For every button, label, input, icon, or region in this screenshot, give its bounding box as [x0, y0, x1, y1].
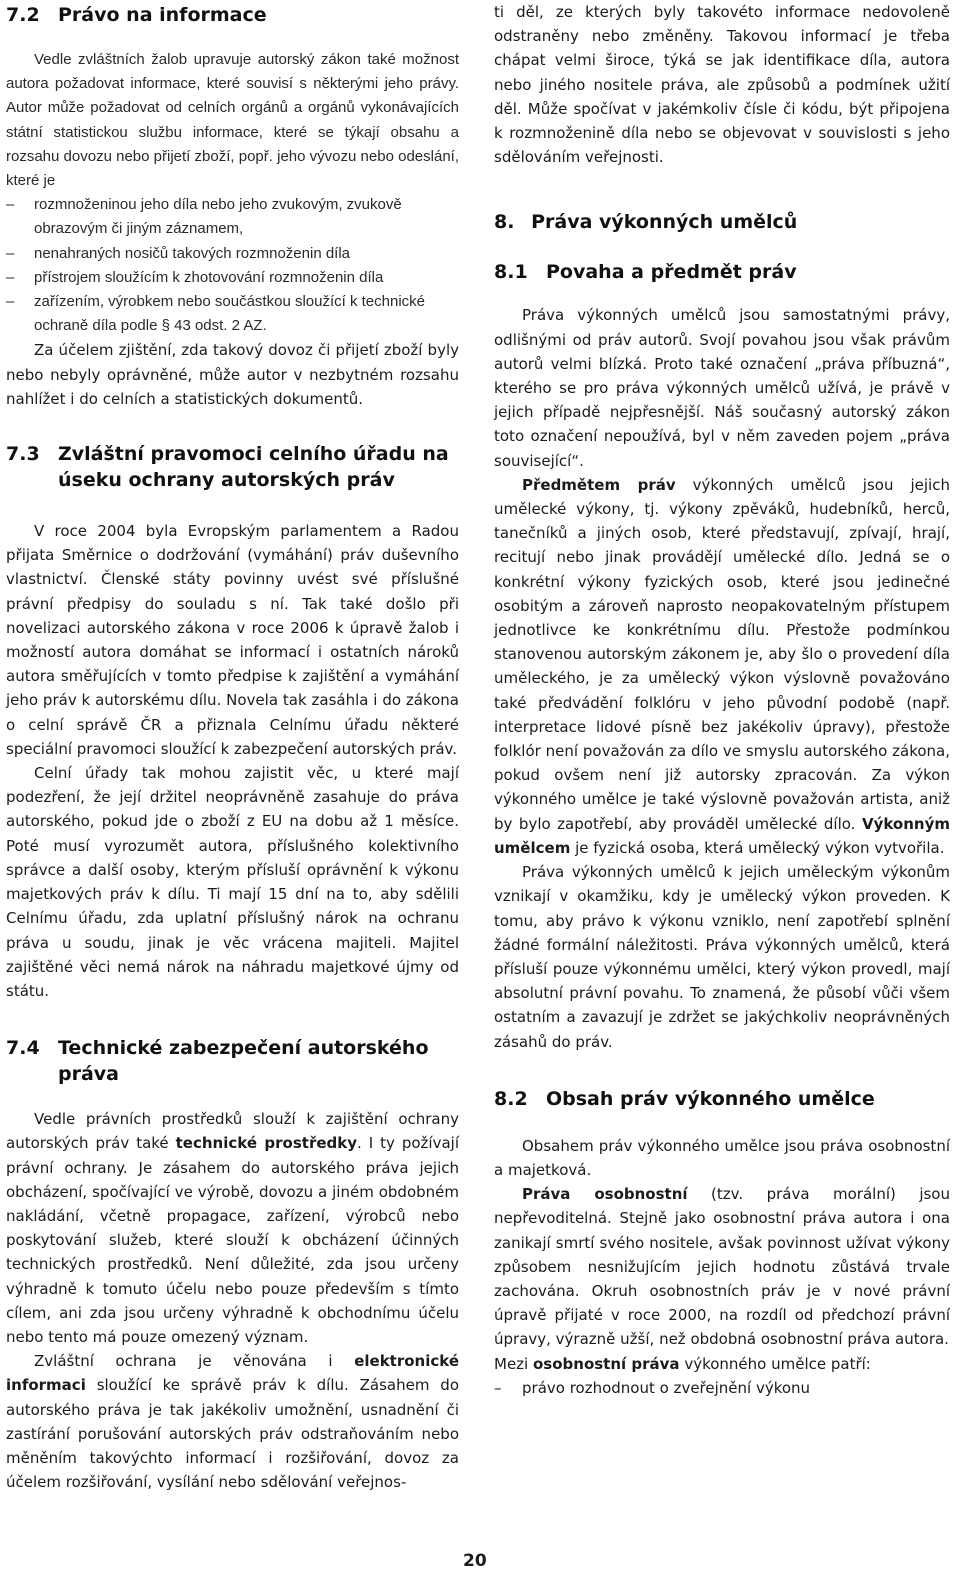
text-run: Zvláštní ochrana je věnována i — [34, 1352, 355, 1371]
bold-term: Výkonným umělcem — [494, 814, 950, 857]
list-item: – přístrojem sloužícím k zhotovování rozmnoženin díla — [6, 266, 459, 290]
section-title: Práva výkonných umělců — [531, 211, 798, 234]
paragraph: Za účelem zjištění, zda takový dovoz či přijetí zboží byly nebo nebyly oprávněné, může autor v nezbytném rozsahu nahlížet i do celních a statistických dokumentů. — [6, 341, 459, 408]
paragraph — [494, 1182, 950, 1351]
heading-7-3 — [6, 441, 459, 493]
section-number: 8.2 — [494, 1087, 528, 1110]
text-run: výkonného umělce patří: — [679, 1354, 871, 1373]
section-title: Zvláštní pravomoci celního úřadu na úseku ochrany autorských práv — [58, 443, 449, 492]
text-run: Vedle právních prostředků slouží k zajištění ochrany autorských práv také — [6, 1110, 459, 1153]
heading-8-2 — [494, 1086, 950, 1112]
paragraph: Práva výkonných umělců jsou samostatnými právy, odlišnými od práv autorů. Svojí povahou jsou však právům autorů velmi blízká. Proto také označení „práva příbuzná“, kterého se pro práva výkonných umělců užívá, je právě v jejich případě nejpřesnější. Náš současný autorský zákon toto označení nepoužívá, byl v něm zaveden pojem „práva související“. — [494, 306, 950, 470]
section-title: Právo na informace — [58, 4, 267, 26]
heading-8-1 — [494, 259, 950, 285]
paragraph — [6, 1107, 459, 1349]
section-number: 7.4 — [6, 1037, 40, 1060]
bold-term: Předmětem práv — [522, 475, 676, 494]
section-number: 8.1 — [494, 261, 528, 284]
left-column — [6, 0, 459, 1494]
bold-term: osobnostní práva — [532, 1354, 680, 1373]
paragraph: Práva výkonných umělců k jejich uměleckým výkonům vznikají v okamžiku, kdy je umělecký výkon proveden. K tomu, aby právo k výkonu vzniklo, není zapotřebí splnění žádné formální náležitosti. Práva výkonných umělců, která přísluší pouze výkonnému umělci, který výkon provedl, mají absolutní právní povahu. To znamená, že působí vůči všem ostatním a zavazují je zdržet se jakýchkoliv neoprávněných zásahů do práv. — [494, 863, 950, 1051]
heading-7-4 — [6, 1035, 459, 1087]
paragraph: Vedle zvláštních žalob upravuje autorský zákon také možnost autora požadovat informace, které souvisí s některými jeho právy. Autor může požadovat od celních orgánů a orgánů vykonávajících státní statistickou službu informace, které se týkají obsahu a rozsahu dovozu nebo přijetí zboží, popř. jeho vývozu nebo odeslání, které je — [6, 51, 459, 190]
text-run: výkonných umělců jsou jejich umělecké výkony, tj. výkony zpěváků, hudebníků, herců, tanečníků a jiných osob, které představují, zpívají, hrají, recitují nebo jinak provádějí umělecké dílo. Jedná se o konkrétní výkony fyzických osob, které jsou jedinečné osobitým a zároveň naprosto neopakovatelným přístupem jednotlivce ke konkrétnímu dílu. Přestože podmínkou stanovenou autorským zákonem je, aby šlo o provedení díla uměleckého, je za umělecký výkon výslovně považováno také předvádění folklóru v jeho původní podobě (např. interpretace lidové písně bez jakékoliv úpravy), přestože folklór není považován za dílo ve smyslu autorského zákona, pokud ovšem není již autorsky zpracován. Za výkon výkonného umělce je také výslovně považován artista, aniž by bylo zapotřebí, aby prováděl umělecké dílo. — [494, 475, 950, 833]
section-number: 7.3 — [6, 443, 40, 466]
section-title: Technické zabezpečení autorského práva — [58, 1037, 429, 1086]
section-title: Povaha a předmět práv — [546, 261, 797, 284]
right-column — [494, 0, 950, 1400]
list-item: – právo rozhodnout o zveřejnění výkonu — [494, 1376, 950, 1400]
section-number: 7.2 — [6, 4, 40, 26]
page-number: 20 — [463, 1551, 487, 1571]
section-number: 8. — [494, 211, 515, 234]
paragraph: V roce 2004 byla Evropským parlamentem a Radou přijata Směrnice o dodržování (vymáhání) práv duševního vlastnictví. Členské státy povinny uvést své příslušné právní předpisy do souladu s ní. Tak také došlo při novelizaci autorského zákona v roce 2006 k úpravě žalob i možností autora domáhat se informací i ostatních nároků autora směřujících v tomto předpise k zajištění a vymáhání jeho práv k autorskému dílu. Novela tak zasáhla i do zákona o celní správě ČR a přiznala Celnímu úřadu některé speciální pravomoci sloužící k zabezpečení autorských práv. — [6, 522, 459, 758]
paragraph — [6, 1349, 459, 1494]
list-item: – rozmnoženinou jeho díla nebo jeho zvukovým, zvukově obrazovým či jiným záznamem, — [6, 193, 459, 241]
bold-term: elektronické informaci — [6, 1352, 459, 1395]
text-run: je fyzická osoba, která umělecký výkon vytvořila. — [570, 838, 945, 857]
list-item: – nenahraných nosičů takových rozmnoženin díla — [6, 242, 459, 266]
paragraph — [494, 473, 950, 860]
bold-term: technické prostředky — [175, 1134, 358, 1153]
dash-list — [6, 193, 459, 338]
heading-8 — [494, 209, 950, 235]
paragraph — [494, 1352, 950, 1376]
paragraph: Obsahem práv výkonného umělce jsou práva osobnostní a majetková. — [494, 1136, 950, 1179]
list-item: – zařízením, výrobkem nebo součástkou sloužící k technické ochraně díla podle § 43 odst. 2 AZ. — [6, 290, 459, 338]
text-run: sloužící ke správě práv k dílu. Zásahem do autorského práva je tak jakékoliv umožnění, usnadnění či zastírání porušování autorských práv odstraňováním nebo měněním takovýchto informací i rozšiřování, dovoz za účelem rozšiřování, vysílání nebo sdělování veřejnos- — [6, 1376, 459, 1492]
dash-list — [494, 1376, 950, 1400]
heading-7-2 — [6, 2, 459, 28]
paragraph: Celní úřady tak mohou zajistit věc, u které mají podezření, že její držitel neoprávněně zasahuje do práva autorského, pokud jde o zboží z EU na dobu až 1 měsíce. Poté musí vyrozumět autora, příslušného kolektivního správce a další osoby, kterým přísluší oprávnění k výkonu majetkových práv k dílu. Ti mají 15 dní na to, aby sdělili Celnímu úřadu, zda uplatní příslušný nárok na ochranu práva u soudu, jinak je věc vrácena majiteli. Majitel zajištěné věci nemá nárok na náhradu majetkové újmy od státu. — [6, 764, 459, 1000]
paragraph: ti děl, ze kterých byly takovéto informace nedovoleně odstraněny nebo změněny. Takovou informací je třeba chápat velmi široce, týká se jak identifikace díla, autora nebo jiného nositele práva, ale způsobů a podmínek užití děl. Může spočívat v jakémkoliv čísle či kódu, být připojena k rozmnoženině díla nebo se objevovat v souvislosti s jeho sdělováním veřejnosti. — [494, 3, 950, 167]
text-run: (tzv. práva morální) jsou nepřevoditelná. Stejně jako osobnostní práva autora i ona zanikají smrtí svého nositele, avšak povinnost užívat výkony způsobem nesnižujícím jejich hodnotu zůstává trvale zachována. Okruh osobnostních práv je v nové právní úpravě přijaté v roce 2000, na rozdíl od předchozí právní úpravy, výrazně užší, než obdobná osobnostní práva autora. — [494, 1185, 950, 1349]
text-run: . I ty požívají právní ochrany. Je zásahem do autorského práva jejich obcházení, spočívající ve výrobě, dovozu a jiném obdobném nakládání, včetně propagace, zařízení, výrobců nebo poskytování služeb, které slouží k obcházení účinných technických prostředků. Není důležité, zda jsou určeny výhradně k tomuto účelu nebo pouze především s tímto cílem, ani zda jsou určeny výhradně k obchodnímu účelu nebo tento má pouze omezený význam. — [6, 1134, 459, 1346]
text-run: Mezi — [494, 1354, 533, 1373]
section-title: Obsah práv výkonného umělce — [546, 1087, 875, 1110]
bold-term: Práva osobnostní — [522, 1185, 688, 1204]
